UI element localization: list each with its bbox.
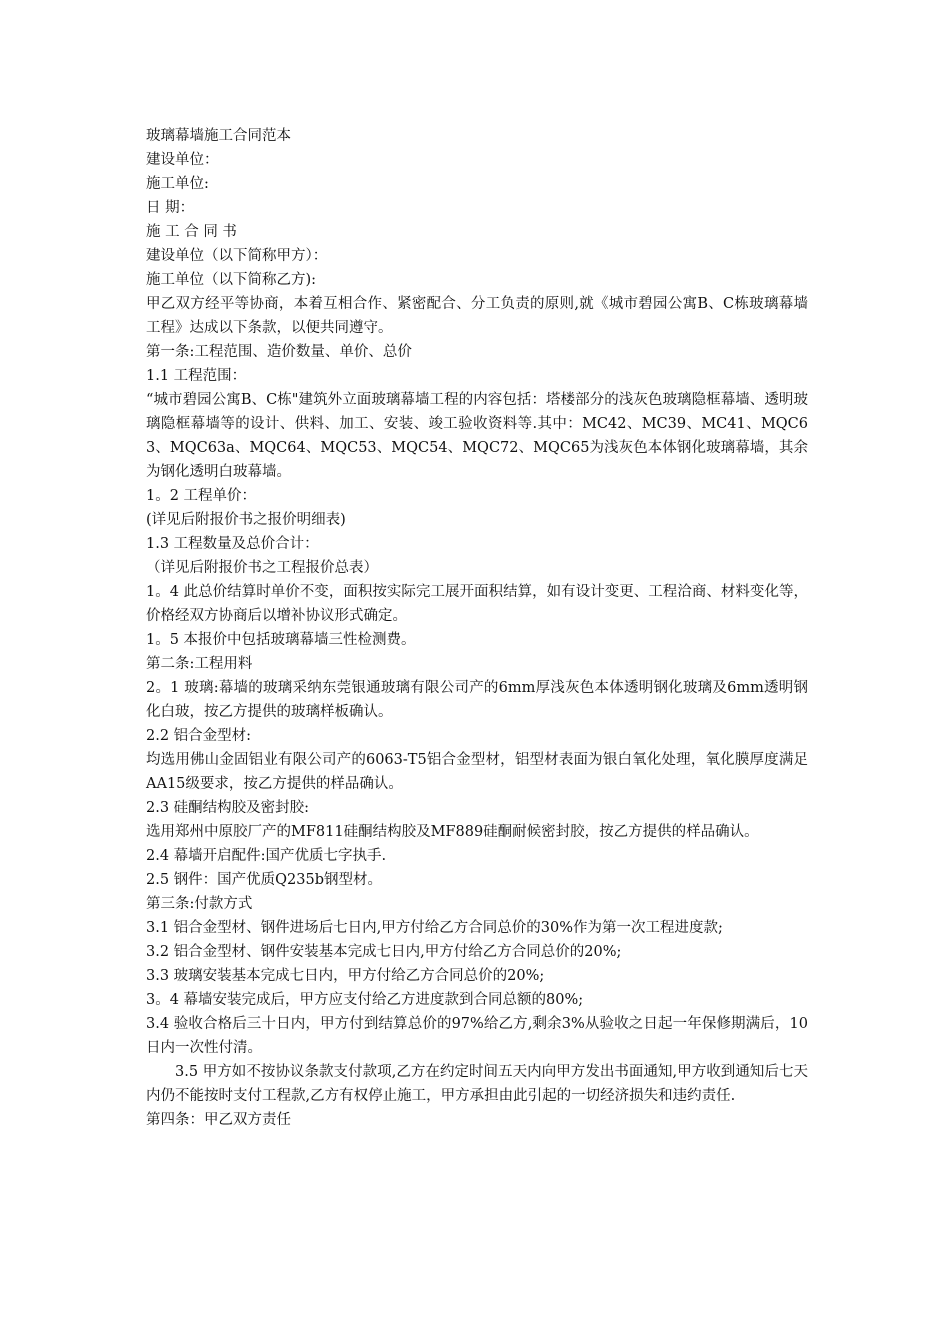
clause-1-5: 1。5 本报价中包括玻璃幕墙三性检测费。	[146, 632, 416, 648]
clause-2-1: 2。1 玻璃:幕墙的玻璃采纳东莞银通玻璃有限公司产的6mm厚浅灰色本体透明钢化玻璃及6mm透明钢化白玻，按乙方提供的玻璃样板确认。	[146, 680, 808, 720]
party-b-line: 施工单位（以下简称乙方):	[146, 272, 317, 288]
contractor-unit-line: 施工单位:	[146, 176, 209, 192]
clause-3-3: 3.3 玻璃安装基本完成七日内，甲方付给乙方合同总价的20%;	[146, 968, 545, 984]
clause-1-1-heading: 1.1 工程范围：	[146, 368, 247, 384]
clause-3-4b: 3.4 验收合格后三十日内，甲方付到结算总价的97%给乙方,剩余3%从验收之日起一年保修期满后，10日内一次性付清。	[146, 1016, 808, 1056]
clause-2-5: 2.5 钢件：国产优质Q235b钢型材。	[146, 872, 383, 888]
article-4-heading: 第四条：甲乙双方责任	[146, 1112, 291, 1128]
party-a-line: 建设单位（以下简称甲方）：	[146, 248, 328, 264]
clause-2-2-heading: 2.2 铝合金型材:	[146, 728, 252, 744]
clause-3-2: 3.2 铝合金型材、钢件安装基本完成七日内,甲方付给乙方合同总价的20%;	[146, 944, 622, 960]
clause-2-2-body: 均选用佛山金固铝业有限公司产的6063-T5铝合金型材，铝型材表面为银白氧化处理，氧化膜厚度满足AA15级要求，按乙方提供的样品确认。	[146, 752, 808, 792]
clause-1-1-body: “城市碧园公寓B、C栋"建筑外立面玻璃幕墙工程的内容包括：塔楼部分的浅灰色玻璃隐框幕墙、透明玻璃隐框幕墙等的设计、供料、加工、安装、竣工验收资料等.其中：MC42、MC39、MC41、MQC63、MQC63a、MQC64、MQC53、MQC54、MQC72、MQC65为浅灰色本体钢化玻璃幕墙，其余为钢化透明白玻幕墙。	[146, 392, 808, 480]
date-line: 日 期：	[146, 200, 195, 216]
article-2-heading: 第二条:工程用料	[146, 656, 253, 672]
document-title: 玻璃幕墙施工合同范本	[146, 128, 291, 144]
clause-3-1: 3.1 铝合金型材、钢件进场后七日内,甲方付给乙方合同总价的30%作为第一次工程进度款;	[146, 920, 723, 936]
clause-3-4a: 3。4 幕墙安装完成后，甲方应支付给乙方进度款到合同总额的80%;	[146, 992, 584, 1008]
clause-1-3-heading: 1.3 工程数量及总价合计：	[146, 536, 319, 552]
clause-1-2-heading: 1。2 工程单价：	[146, 488, 257, 504]
clause-2-3-body: 选用郑州中原胶厂产的MF811硅酮结构胶及MF889硅酮耐候密封胶，按乙方提供的样品确认。	[146, 824, 759, 840]
clause-2-3-heading: 2.3 硅酮结构胶及密封胶:	[146, 800, 310, 816]
article-3-heading: 第三条:付款方式	[146, 896, 253, 912]
construction-unit-line: 建设单位：	[146, 152, 219, 168]
preamble-paragraph: 甲乙双方经平等协商，本着互相合作、紧密配合、分工负责的原则,就《城市碧园公寓B、C栋玻璃幕墙工程》达成以下条款，以便共同遵守。	[146, 296, 808, 336]
document-body	[146, 124, 808, 1132]
article-1-heading: 第一条:工程范围、造价数量、单价、总价	[146, 344, 412, 360]
clause-1-4: 1。4 此总价结算时单价不变，面积按实际完工展开面积结算，如有设计变更、工程洽商、材料变化等，价格经双方协商后以增补协议形式确定。	[146, 584, 808, 624]
clause-1-2-body: (详见后附报价书之报价明细表)	[146, 512, 346, 528]
clause-3-5: 3.5 甲方如不按协议条款支付款项,乙方在约定时间五天内向甲方发出书面通知,甲方收到通知后七天内仍不能按时支付工程款,乙方有权停止施工，甲方承担由此引起的一切经济损失和违约责任.	[146, 1064, 808, 1104]
clause-2-4: 2.4 幕墙开启配件:国产优质七字执手.	[146, 848, 387, 864]
contract-heading: 施 工 合 同 书	[146, 224, 237, 240]
clause-1-3-body: （详见后附报价书之工程报价总表）	[146, 560, 378, 576]
